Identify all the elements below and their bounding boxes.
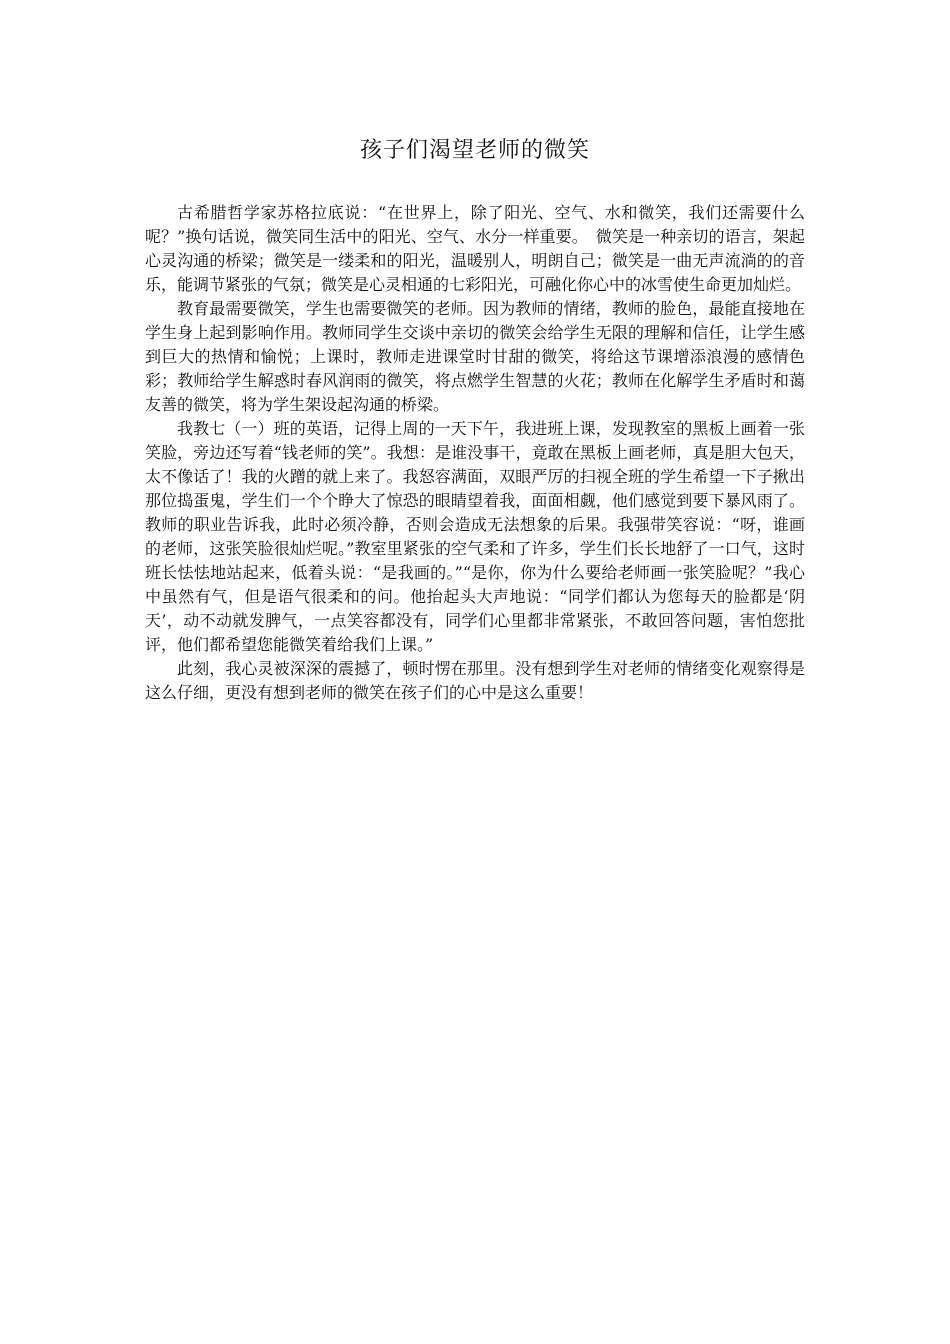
paragraph: 古希腊哲学家苏格拉底说：“在世界上，除了阳光、空气、水和微笑，我们还需要什么呢？”换句话说，微笑同生活中的阳光、空气、水分一样重要。 微笑是一种亲切的语言，架起心灵沟通的桥梁；微笑是一缕柔和的阳光，温暖别人，明朗自己；微笑是一曲无声流淌的的音乐，能调节紧张的气氛；微笑是心灵相通的七彩阳光，可融化你心中的冰雪使生命更加灿烂。 (145, 203, 805, 294)
document-body (145, 201, 805, 705)
document-title: 孩子们渴望老师的微笑 (359, 138, 590, 163)
paragraph: 教育最需要微笑，学生也需要微笑的老师。因为教师的情绪，教师的脸色，最能直接地在学生身上起到影响作用。教师同学生交谈中亲切的微笑会给学生无限的理解和信任，让学生感到巨大的热情和愉悦；上课时，教师走进课堂时甘甜的微笑，将给这节课增添浪漫的感情色彩；教师给学生解惑时春风润雨的微笑，将点燃学生智慧的火花；教师在化解学生矛盾时和蔼友善的微笑，将为学生架设起沟通的桥梁。 (145, 299, 805, 414)
paragraph: 我教七（一）班的英语，记得上周的一天下午，我进班上课，发现教室的黑板上画着一张笑脸，旁边还写着“钱老师的笑”。我想：是谁没事干，竟敢在黑板上画老师，真是胆大包天，太不像话了！我的火蹭的就上来了。我怒容满面，双眼严厉的扫视全班的学生希望一下子揪出那位捣蛋鬼，学生们一个个睁大了惊恐的眼睛望着我，面面相觑，他们感觉到要下暴风雨了。教师的职业告诉我，此时必须冷静，否则会造成无法想象的后果。我强带笑容说：“呀，谁画的老师，这张笑脸很灿烂呢。”教室里紧张的空气柔和了许多，学生们长长地舒了一口气，这时班长怯怯地站起来，低着头说：“是我画的。”“是你，你为什么要给老师画一张笑脸呢？”我心中虽然有气，但是语气很柔和的问。他抬起头大声地说：“同学们都认为您每天的脸都是‘阴天’，动不动就发脾气，一点笑容都没有，同学们心里都非常紧张，不敢回答问题，害怕您批评，他们都希望您能微笑着给我们上课。” (145, 419, 805, 654)
paragraph: 此刻，我心灵被深深的震撼了，顿时愣在那里。没有想到学生对老师的情绪变化观察得是这么仔细，更没有想到老师的微笑在孩子们的心中是这么重要！ (145, 659, 805, 702)
